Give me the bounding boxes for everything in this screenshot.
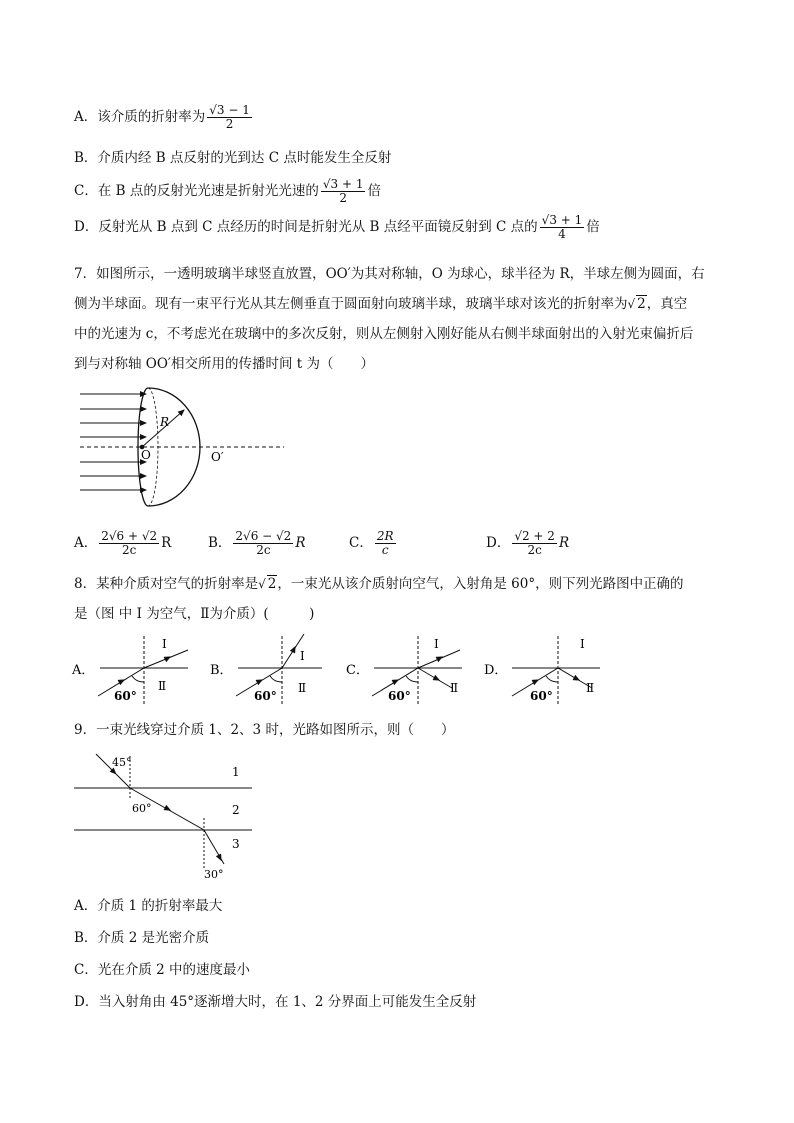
q9-angle-30: 30° <box>204 868 224 880</box>
q9-option-b: B．介质 2 是光密介质 <box>74 930 210 946</box>
q9-stem: 9．一束光线穿过介质 1、2、3 时，光路如图所示，则（ ） <box>74 722 455 738</box>
svg-text:Ⅰ: Ⅰ <box>162 637 167 651</box>
svg-text:Ⅱ: Ⅱ <box>450 681 459 695</box>
q9-option-a: A．介质 1 的折射率最大 <box>74 898 223 914</box>
q9-medium-1: 1 <box>232 765 240 779</box>
q9-angle-60: 60° <box>132 802 152 815</box>
q6-option-a-fraction: $\frac{√3 - 1}{2}$ <box>209 103 250 132</box>
q6-option-d: D．反射光从 B 点到 C 点经历的时间是折射光从 B 点经平面镜反射到 C 点的 $\frac{√3 + 1}{4}$ 倍 <box>74 213 600 242</box>
q7-stem-line2: 侧为半球面。现有一束平行光从其左侧垂直于圆面射向玻璃半球，玻璃半球对该光的折射率为√ 2，真空 <box>74 296 688 312</box>
q8-stem-line2: 是（图 中 Ⅰ 为空气，Ⅱ为介质）( ) <box>74 606 315 622</box>
q6-option-d-fraction: $\frac{√3 + 1}{4}$ <box>541 213 583 242</box>
svg-text:Ⅱ: Ⅱ <box>586 681 595 695</box>
q9-option-c: C．光在介质 2 中的速度最小 <box>74 962 251 978</box>
svg-text:60°: 60° <box>254 689 277 703</box>
svg-text:Ⅱ: Ⅱ <box>158 679 167 693</box>
svg-text:Ⅰ: Ⅰ <box>300 649 305 663</box>
q9-angle-45: 45° <box>112 756 132 769</box>
q9-medium-2: 2 <box>232 803 240 817</box>
svg-text:Ⅱ: Ⅱ <box>298 681 307 695</box>
svg-text:Ⅰ: Ⅰ <box>580 637 585 651</box>
q7-option-c: C． $\frac{2R}{c}$ <box>349 529 394 558</box>
q7-fig-label-o-prime: O′ <box>211 450 224 464</box>
q6-option-c-fraction: $\frac{√3 + 1}{2}$ <box>322 177 364 206</box>
q6-option-a-text: A．该介质的折射率为 <box>74 109 206 126</box>
q7-hemisphere-figure <box>74 384 294 510</box>
q8-label-d: D． <box>484 663 508 678</box>
q7-fig-label-o: O <box>141 448 151 462</box>
q7-fig-label-r: R <box>160 415 170 429</box>
svg-text:60°: 60° <box>114 689 137 703</box>
q7-option-a: A． $\frac{2√6 + √2}{2c}$ R <box>74 529 172 558</box>
q9-figure <box>74 748 264 880</box>
q9-option-d: D．当入射角由 45°逐渐增大时，在 1、2 分界面上可能发生全反射 <box>74 994 477 1010</box>
q6-option-b: B．介质内经 B 点反射的光到达 C 点时能发生全反射 <box>74 150 392 166</box>
q8-label-b: B． <box>210 663 233 678</box>
q6-option-a <box>74 104 254 131</box>
q7-stem-line1: 7．如图所示，一透明玻璃半球竖直放置，OO′为其对称轴，O 为球心，球半径为 R，半球左侧为圆面，右 <box>74 266 705 282</box>
q7-stem-line4: 到与对称轴 OO′相交所用的传播时间 t 为（ ） <box>74 356 374 372</box>
q8-label-c: C． <box>346 663 369 678</box>
svg-text:60°: 60° <box>530 689 553 703</box>
q7-option-b: B． $\frac{2√6 - √2}{2c}$ R <box>208 529 306 558</box>
q7-stem-line3: 中的光速为 c，不考虑光在玻璃中的多次反射，则从左侧射入刚好能从右侧半球面射出的入射光束偏折后 <box>74 326 694 342</box>
q7-option-d: D． $\frac{√2 + 2}{2c}$ R <box>486 529 570 558</box>
q8-stem-line1: 8．某种介质对空气的折射率是√ 2，一束光从该介质射向空气，入射角是 60°，则下列光路图中正确的 <box>74 576 684 592</box>
q9-medium-3: 3 <box>232 837 240 851</box>
q8-diagrams <box>70 632 610 708</box>
q8-label-a: A． <box>72 663 95 678</box>
svg-text:Ⅰ: Ⅰ <box>434 637 439 651</box>
q6-option-c: C．在 B 点的反射光光速是折射光光速的 $\frac{√3 + 1}{2}$ 倍 <box>74 177 381 206</box>
svg-text:60°: 60° <box>388 689 411 703</box>
